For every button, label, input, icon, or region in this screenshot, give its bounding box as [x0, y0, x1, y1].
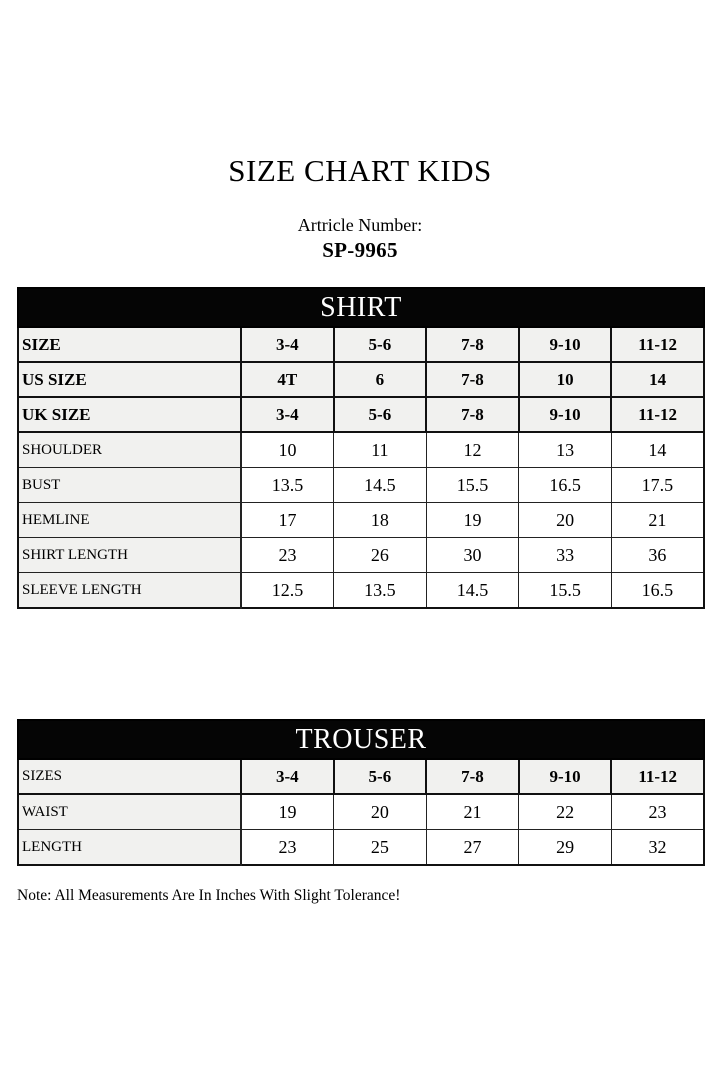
- shirt-table-header-row: [18, 288, 704, 327]
- cell-value: 17: [241, 503, 334, 538]
- cell-value: 18: [334, 503, 427, 538]
- table-row-sizes: [18, 759, 704, 794]
- table-row-shoulder: [18, 432, 704, 468]
- cell-value: 20: [334, 794, 427, 830]
- cell-value: 5-6: [334, 327, 427, 362]
- cell-value: 27: [426, 830, 519, 866]
- trouser-table-title: TROUSER: [18, 720, 704, 759]
- row-label: SIZES: [18, 759, 241, 794]
- cell-value: 22: [519, 794, 612, 830]
- cell-value: 3-4: [241, 327, 334, 362]
- cell-value: 7-8: [426, 397, 519, 432]
- table-row-bust: [18, 468, 704, 503]
- cell-value: 19: [241, 794, 334, 830]
- cell-value: 14.5: [334, 468, 427, 503]
- row-label: SHIRT LENGTH: [18, 538, 241, 573]
- table-row-us-size: [18, 362, 704, 397]
- cell-value: 12.5: [241, 573, 334, 609]
- cell-value: 4T: [241, 362, 334, 397]
- cell-value: 30: [426, 538, 519, 573]
- row-label: WAIST: [18, 794, 241, 830]
- cell-value: 3-4: [241, 759, 334, 794]
- cell-value: 14.5: [426, 573, 519, 609]
- page-title: SIZE CHART KIDS: [228, 153, 492, 188]
- row-label: SHOULDER: [18, 432, 241, 468]
- cell-value: 17.5: [611, 468, 704, 503]
- cell-value: 13: [519, 432, 612, 468]
- cell-value: 14: [611, 362, 704, 397]
- cell-value: 32: [611, 830, 704, 866]
- cell-value: 7-8: [426, 362, 519, 397]
- cell-value: 20: [519, 503, 612, 538]
- table-row-waist: [18, 794, 704, 830]
- cell-value: 6: [334, 362, 427, 397]
- row-label: SLEEVE LENGTH: [18, 573, 241, 609]
- cell-value: 23: [611, 794, 704, 830]
- cell-value: 13.5: [241, 468, 334, 503]
- cell-value: 10: [241, 432, 334, 468]
- cell-value: 5-6: [334, 397, 427, 432]
- cell-value: 10: [519, 362, 612, 397]
- cell-value: 14: [611, 432, 704, 468]
- cell-value: 21: [611, 503, 704, 538]
- cell-value: 3-4: [241, 397, 334, 432]
- cell-value: 15.5: [519, 573, 612, 609]
- cell-value: 11-12: [611, 397, 704, 432]
- cell-value: 11: [334, 432, 427, 468]
- shirt-table-title: SHIRT: [18, 288, 704, 327]
- table-row-hemline: [18, 503, 704, 538]
- cell-value: 11-12: [611, 327, 704, 362]
- row-label: SIZE: [18, 327, 241, 362]
- cell-value: 23: [241, 538, 334, 573]
- cell-value: 33: [519, 538, 612, 573]
- cell-value: 7-8: [426, 759, 519, 794]
- row-label: BUST: [18, 468, 241, 503]
- cell-value: 7-8: [426, 327, 519, 362]
- trouser-table-header-row: [18, 720, 704, 759]
- row-label: HEMLINE: [18, 503, 241, 538]
- cell-value: 26: [334, 538, 427, 573]
- cell-value: 21: [426, 794, 519, 830]
- shirt-size-table: [17, 287, 705, 609]
- cell-value: 15.5: [426, 468, 519, 503]
- article-number-value: SP-9965: [322, 238, 398, 262]
- measurement-note: Note: All Measurements Are In Inches With Slight Tolerance!: [17, 887, 401, 904]
- cell-value: 9-10: [519, 327, 612, 362]
- cell-value: 25: [334, 830, 427, 866]
- cell-value: 16.5: [611, 573, 704, 609]
- cell-value: 11-12: [611, 759, 704, 794]
- row-label: LENGTH: [18, 830, 241, 866]
- cell-value: 36: [611, 538, 704, 573]
- cell-value: 9-10: [519, 397, 612, 432]
- cell-value: 12: [426, 432, 519, 468]
- trouser-size-table: [17, 719, 705, 866]
- row-label: UK SIZE: [18, 397, 241, 432]
- row-label: US SIZE: [18, 362, 241, 397]
- table-row-size: [18, 327, 704, 362]
- cell-value: 29: [519, 830, 612, 866]
- cell-value: 5-6: [334, 759, 427, 794]
- table-row-uk-size: [18, 397, 704, 432]
- cell-value: 23: [241, 830, 334, 866]
- cell-value: 13.5: [334, 573, 427, 609]
- table-row-length: [18, 830, 704, 866]
- table-row-shirt-length: [18, 538, 704, 573]
- article-number-label: Artricle Number:: [297, 215, 423, 235]
- table-row-sleeve-length: [18, 573, 704, 609]
- cell-value: 9-10: [519, 759, 612, 794]
- cell-value: 16.5: [519, 468, 612, 503]
- cell-value: 19: [426, 503, 519, 538]
